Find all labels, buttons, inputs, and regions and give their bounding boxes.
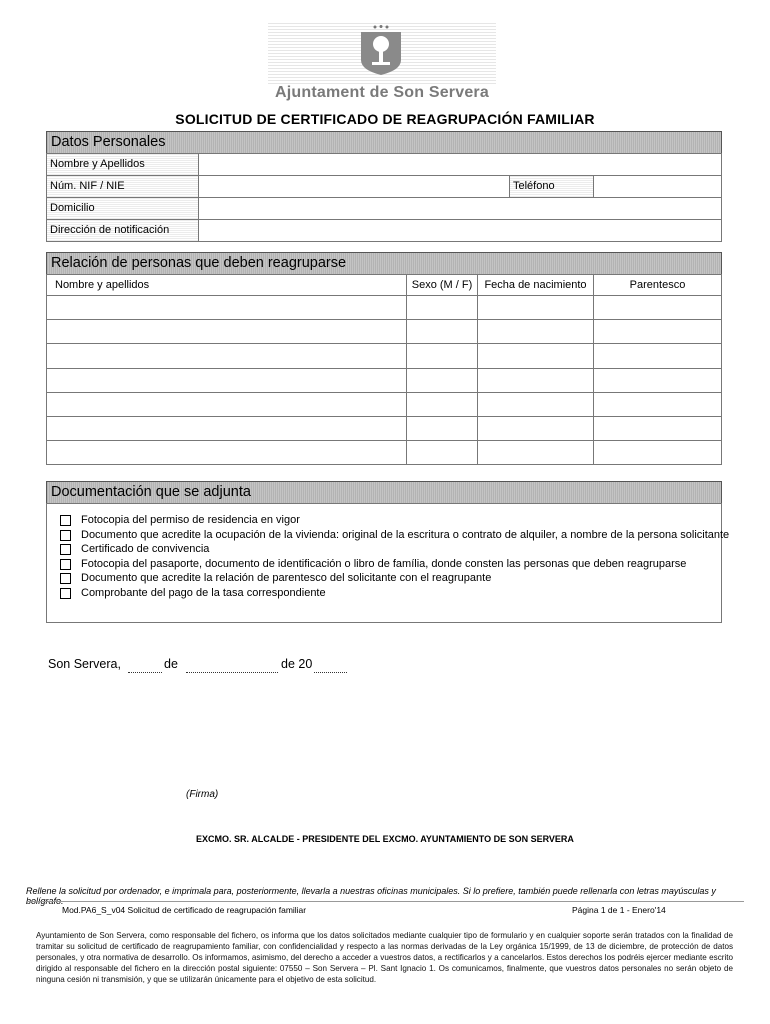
checkbox-ocupacion-vivienda[interactable]	[60, 530, 71, 541]
nombre-field[interactable]	[46, 416, 407, 441]
nombre-apellidos-field[interactable]	[198, 153, 722, 176]
nombre-field[interactable]	[46, 392, 407, 417]
document-item-label: Fotocopia del permiso de residencia en vigor	[81, 514, 300, 527]
signature-year-field[interactable]	[314, 660, 347, 673]
nombre-field[interactable]	[46, 319, 407, 344]
signature-place: Son Servera,	[48, 657, 121, 671]
firma-label: (Firma)	[186, 789, 219, 800]
footer-divider	[26, 901, 744, 902]
document-item-pasaporte	[60, 557, 686, 572]
label-nombre-apellidos: Nombre y Apellidos	[46, 153, 199, 176]
document-item-label: Documento que acredite la ocupación de la vivienda: original de la escritura o contrato de alquiler, a nombre de la persona solicitante	[81, 529, 730, 542]
label-nif-nie: Núm. NIF / NIE	[46, 175, 199, 198]
document-item-label: Documento que acredite la relación de parentesco del solicitante con el reagrupante	[81, 572, 492, 585]
direccion-notificacion-field[interactable]	[198, 219, 722, 242]
nombre-field[interactable]	[46, 343, 407, 368]
nif-nie-field[interactable]	[198, 175, 510, 198]
signature-de-label: de	[164, 657, 178, 671]
document-item-ocupacion-vivienda	[60, 528, 729, 543]
parentesco-field[interactable]	[593, 440, 722, 465]
document-item-pago-tasa	[60, 586, 326, 601]
nombre-field[interactable]	[46, 440, 407, 465]
sexo-field[interactable]	[406, 416, 478, 441]
nombre-field[interactable]	[46, 295, 407, 320]
signature-month-field[interactable]	[186, 660, 278, 673]
sexo-field[interactable]	[406, 319, 478, 344]
document-item-parentesco	[60, 571, 491, 586]
column-header-fecha-nacimiento: Fecha de nacimiento	[477, 274, 594, 296]
sexo-field[interactable]	[406, 440, 478, 465]
document-item-label: Certificado de convivencia	[81, 543, 210, 556]
checkbox-pasaporte[interactable]	[60, 559, 71, 570]
checkbox-permiso-residencia[interactable]	[60, 515, 71, 526]
fecha-nacimiento-field[interactable]	[477, 295, 594, 320]
fecha-nacimiento-field[interactable]	[477, 368, 594, 393]
parentesco-field[interactable]	[593, 343, 722, 368]
checkbox-pago-tasa[interactable]	[60, 588, 71, 599]
parentesco-field[interactable]	[593, 319, 722, 344]
column-header-nombre: Nombre y apellidos	[46, 274, 407, 296]
column-header-sexo: Sexo (M / F)	[406, 274, 478, 296]
addressee: EXCMO. SR. ALCALDE - PRESIDENTE DEL EXCMO. AYUNTAMIENTO DE SON SERVERA	[196, 834, 574, 844]
sexo-field[interactable]	[406, 392, 478, 417]
signature-de20-label: de 20	[281, 657, 313, 671]
label-direccion-notificacion: Dirección de notificación	[46, 219, 199, 242]
sexo-field[interactable]	[406, 343, 478, 368]
document-item-permiso-residencia	[60, 513, 300, 528]
checkbox-parentesco[interactable]	[60, 573, 71, 584]
coat-of-arms-icon	[358, 24, 404, 76]
parentesco-field[interactable]	[593, 295, 722, 320]
fecha-nacimiento-field[interactable]	[477, 343, 594, 368]
sexo-field[interactable]	[406, 368, 478, 393]
document-item-certificado-convivencia	[60, 542, 209, 557]
sexo-field[interactable]	[406, 295, 478, 320]
label-telefono: Teléfono	[509, 175, 594, 198]
fecha-nacimiento-field[interactable]	[477, 392, 594, 417]
column-header-parentesco: Parentesco	[593, 274, 722, 296]
section-header-datos-personales: Datos Personales	[46, 131, 722, 154]
telefono-field[interactable]	[593, 175, 722, 198]
section-header-relacion: Relación de personas que deben reagruparse	[46, 252, 722, 275]
fecha-nacimiento-field[interactable]	[477, 416, 594, 441]
nombre-field[interactable]	[46, 368, 407, 393]
parentesco-field[interactable]	[593, 416, 722, 441]
document-title: SOLICITUD DE CERTIFICADO DE REAGRUPACIÓN FAMILIAR	[175, 111, 595, 127]
document-item-label: Comprobante del pago de la tasa correspondiente	[81, 587, 326, 600]
page-number: Página 1 de 1 - Enero'14	[572, 905, 666, 915]
form-code: Mod.PA6_S_v04 Solicitud de certificado de reagrupación familiar	[62, 905, 307, 915]
domicilio-field[interactable]	[198, 197, 722, 220]
checkbox-certificado-convivencia[interactable]	[60, 544, 71, 555]
instructions-text: Rellene la solicitud por ordenador, e imprimala para, posteriormente, llevarla a nuestras oficinas municipales. Si lo prefiere, también puede rellenarla con letras mayúsculas y bolígrafo.	[26, 886, 716, 906]
fecha-nacimiento-field[interactable]	[477, 319, 594, 344]
signature-day-field[interactable]	[128, 660, 162, 673]
legal-notice: Ayuntamiento de Son Servera, como responsable del fichero, os informa que los datos solicitados mediante cualquier tipo de formulario y en cualquier soporte serán tratados con la finalidad de tramitar su solicitud de certificado de reagrupamiento familiar, con confidencialidad y respecto a las normas derivadas de la Ley orgánica 15/1999, de 13 de diciembre, de protección de datos personales, y otra normativa de desarrollo. Os informamos, asimismo, del derecho a acceder a vuestros datos, a rectificarlos y a cancelarlos. Estos derechos los podréis ejercer mediante escrito dirigido al responsable del fichero en la dirección postal siguiente: 07550 – Son Servera – Pl. Sant Ignacio 1. Os comunicamos, finalmente, que vuestros datos personales no serán objeto de ninguna cesión ni transmisión, y que se utilizarán únicamente para el objetivo de esta solicitud.	[36, 931, 733, 984]
fecha-nacimiento-field[interactable]	[477, 440, 594, 465]
document-item-label: Fotocopia del pasaporte, documento de identificación o libro de família, donde consten las personas que deben reagruparse	[81, 558, 687, 571]
parentesco-field[interactable]	[593, 368, 722, 393]
parentesco-field[interactable]	[593, 392, 722, 417]
section-header-documentacion: Documentación que se adjunta	[46, 481, 722, 504]
label-domicilio: Domicilio	[46, 197, 199, 220]
logo-text: Ajuntament de Son Servera	[275, 84, 489, 101]
